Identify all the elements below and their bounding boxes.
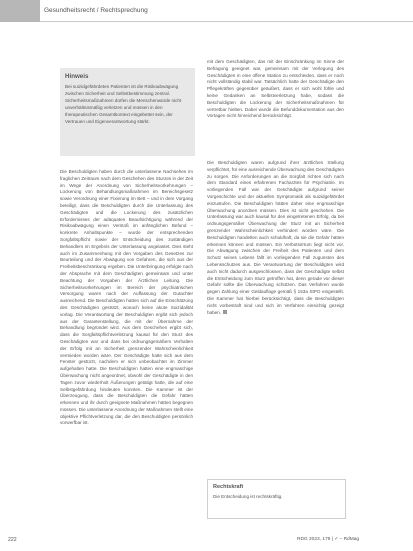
journal-citation: RDG 2023, 179 | ✓ – RdMag xyxy=(297,537,360,542)
page-number: 222 xyxy=(8,537,17,543)
page-header xyxy=(0,0,413,22)
notice-body: Bei suizidgefährdeten Patienten ist die Risikoabwägung zwischen Sicherheit und Selbstbestimmung zentral. Sicherheitsmaßnahmen dürfen die Menschenwürde nicht unverhältnismäßig verletzen und müssen in den therapeutischen Gesamtkontext eingebettet sein, der Vertrauen und Eigenverantwortung stärkt. xyxy=(65,84,182,124)
rechtskraft-title: Rechtskraft xyxy=(213,484,244,490)
header-section-title: Gesundheitsrecht / Rechtsprechung xyxy=(44,7,148,14)
left-column-paragraph: Die Beschuldigten haben durch die unterlassene Nachsehen im fraglichen Zeitraum nach dem Geschehen des Sturzes in der Zeit im Wege der Anordnung von Sicherheitsvorkehrungen – Lockerung von Behandlungsmaßnahmen im Bereichsgesetz sowie Verordnung einer Fixierung im Bett – und in dem Vorgang beteiligt, dass die Beschuldigten durch die Unterlassung des Geschädigten und die Lockerung des zusätzlichen Erfordernisses der adäquaten Beaufsichtigung während der Risikoabwägung einen Verstoß im anfänglichen Befund – konkrete Anhaltspunkte – wurde der entsprechenden Sorgfaltspflicht sowie der Entscheidung des zuständigen Behandlers im Ergebnis der Unterlassung angelastet. Dies steht auch im Zusammenhang mit den Vorgaben des Gesetzes zur Beurteilung und der Abwägung von Gefahren, die sich aus der Freiheitsbeschränkung ergeben. Die Unterbringung erfolgte nach der Absprache mit dem Geschädigten gemeinsam und unter Beachtung der Vorgaben der Ärztlichen Leitung. Die Sicherheitsvorkehrungen im Bereich der psychiatrischen Versorgung waren nach der Auffassung der Gutachter ausreichend. Die Beschuldigten hatten sich auf die Einschätzung des Geschädigten gestützt, wonach keine akute Suizidalität vorlag. Die Verantwortung der Beschuldigten ergibt sich jedoch aus der Garantenstellung, die mit der Übernahme der Behandlung begründet wird. Aus dem Geschehen ergibt sich, dass die Sorgfaltspflichtverletzung kausal für den Sturz des Geschädigten war und dass bei ordnungsgemäßem Verhalten der Erfolg mit an Sicherheit grenzender Wahrscheinlichkeit vermieden worden wäre. Der Geschädigte hatte sich aus dem Fenster gestürzt, nachdem er sich unbeobachtet im Zimmer aufgehalten hatte. Die Beschuldigten hatten eine engmaschige Überwachung nicht angeordnet, obwohl der Geschädigte in den Tagen zuvor wiederholt Äußerungen getätigt hatte, die auf eine Selbstgefährdung hindeuten konnten. Die Kammer ist der Überzeugung, dass die Beschuldigten die Gefahr hätten erkennen und ihr durch geeignete Maßnahmen hätten begegnen müssen. Die unterlassene Anordnung der Maßnahmen stellt eine objektive Pflichtverletzung dar, die den Beschuldigten persönlich vorwerfbar ist. xyxy=(60,169,193,426)
end-mark-icon xyxy=(223,310,227,314)
right-column-main-text: Die Beschuldigten waren aufgrund ihrer ärztlichen Stellung verpflichtet, für eine ausreichende Überwachung des Geschädigten zu sorgen. Die Anforderungen an die Sorgfalt richten sich nach dem Standard eines erfahrenen Facharztes für Psychiatrie. Im vorliegenden Fall war der Geschädigte aufgrund seiner Vorgeschichte und der aktuellen Symptomatik als suizidgefährdet einzustufen. Die Beschuldigten hätten daher eine engmaschige Überwachung anordnen müssen. Dies ist nicht geschehen. Die Unterlassung war auch kausal für den eingetretenen Erfolg, da bei ordnungsgemäßer Überwachung der Sturz mit an Sicherheit grenzender Wahrscheinlichkeit verhindert worden wäre. Die Beschuldigten handelten auch schuldhaft, da sie die Gefahr hätten erkennen können und müssen. Ein Verbotsirrtum liegt nicht vor. Die Abwägung zwischen der Freiheit des Patienten und dem Schutz seines Lebens fällt im vorliegenden Fall zugunsten des Lebensschutzes aus. Die Verantwortung der Beschuldigten wird auch nicht dadurch ausgeschlossen, dass der Geschädigte selbst die Entscheidung zum Sturz getroffen hat, denn gerade vor dieser Gefahr sollte die Überwachung schützen. Das Verfahren wurde gegen Zahlung einer Geldauflage gemäß § 153a StPO eingestellt. Die Kammer hat hierbei berücksichtigt, dass die Beschuldigten nicht vorbestraft sind und sich im Verfahren einsichtig gezeigt haben. xyxy=(207,160,344,315)
notice-title: Hinweis xyxy=(65,73,89,80)
right-column-main-paragraph xyxy=(207,160,344,316)
right-text-column-main xyxy=(207,160,344,463)
right-text-column-top xyxy=(207,59,344,162)
rechtskraft-box xyxy=(207,479,346,519)
right-column-top-paragraph: mit dem Geschädigten, das mit der Einschränkung im Sinne der Befragung geeignet war, gemeinsam mit der Verlegung des Geschädigten in eine offene Station zu entscheiden, dass er noch nicht vollständig stabil war. Tatsächlich hatte der Geschädigte den Pflegekräften gegenüber geäußert, dass er sich wohl fühle und keine Gedanken an Selbstverletzung habe, sodass die Beschuldigten die Lockerung der Sicherheitsmaßnahmen für vertretbar hielten. Dabei wurde die Befunddokumentation aus den Vortagen nicht hinreichend berücksichtigt. xyxy=(207,59,344,119)
header-divider xyxy=(40,21,413,22)
left-text-column xyxy=(60,169,193,538)
rechtskraft-body: Die Entscheidung ist rechtskräftig. xyxy=(213,494,283,499)
header-color-bar xyxy=(0,0,40,22)
notice-box xyxy=(60,68,195,156)
